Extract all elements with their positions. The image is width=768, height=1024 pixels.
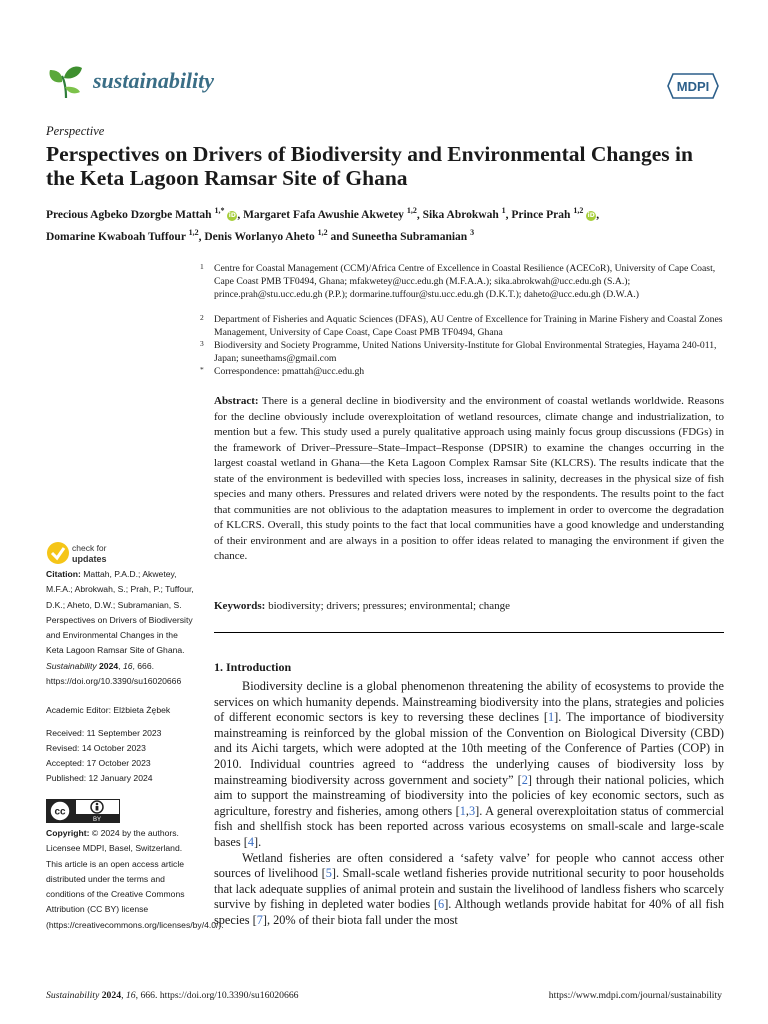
author-list: Precious Agbeko Dzorgbe Mattah $^{1,*}$ iD, Margaret Fafa Awushie Akwetey $^{1,2}$, Sika Abrokwah $^1$, Prince Prah $^{1,2}$ iD, Domarine Kwaboah Tuffour $^{1,2}$, Denis Worlanyo Aheto $^{1,2}$ and Suneetha Subramanian $^3$	[46, 206, 600, 243]
date-revised: Revised: 14 October 2023	[46, 743, 146, 753]
abstract: Abstract: There is a general decline in biodiversity and the environment of coastal wetlands worldwide. Reasons for the decline obviously include overexploitation of wetland resources, climate change and industrialization, to mention but a few. This study used a purely qualitative approach using mainly focus group discussions (FDGs) in the framework of Driver–Pressure–State–Impact–Response (DPSIR) to examine the changes occurring in the largest coastal wetland in Ghana—the Keta Lagoon Complex Ramsar Site (KLCRS). The results indicate that the state of the environment is bedevilled with species loss, increases in salinity, decreases in the physical size of fish species and many others. Pressures and related drivers were noted by the respondents. The results point to the fact that communities are not oblivious to the adaptation measures to implement in order to overcome the degradation of KLCRS. Overall, this study points to the fact that local communities have a good knowledge and understanding of their environment and are always in a position to offer ideas related to managing the environment if given the chance.	[214, 395, 724, 562]
footer-citation: Sustainability 2024, 16, 666. https://doi.org/10.3390/su16020666	[46, 990, 299, 1001]
section-divider	[214, 632, 724, 633]
affiliation-1: 1 Centre for Coastal Management (CCM)/Africa Centre of Excellence in Coastal Resilience (ACECoR), University of Cape Coast, Cape Coast PMB TF0494, Ghana; mfakwetey@ucc.edu.gh (M.F.A.A.); sika.abrokwah@ucc.edu.gh (S.A.); prince.prah@stu.ucc.edu.gh (P.P.); dormarine.tuffour@stu.ucc.edu.gh (D.K.T.); daheto@ucc.edu.gh (D.W.A.)	[200, 262, 716, 300]
cc-by-license-icon[interactable]	[46, 799, 120, 823]
section-heading: 1. Introduction	[214, 660, 292, 674]
journal-name: sustainability	[93, 68, 215, 93]
orcid-icon[interactable]: iD	[587, 211, 595, 219]
affiliation-3: 3 Biodiversity and Society Programme, United Nations University-Institute for Global Environmental Strategies, Hayama 240-011, Japan; suneethams@gmail.com	[200, 339, 717, 364]
keywords: Keywords: biodiversity; drivers; pressures; environmental; change	[214, 600, 511, 612]
check-for-updates-badge[interactable]	[46, 540, 120, 568]
citation-link[interactable]: 1	[459, 803, 466, 818]
affiliation-2: 2 Department of Fisheries and Aquatic Sciences (DFAS), AU Centre of Excellence for Training in Marine Fishery and Coastal Zones Management, University of Cape Coast, Cape Coast PMB TF0494, Ghana	[200, 313, 723, 338]
article-title: Perspectives on Drivers of Biodiversity and Environmental Changes in the Keta Lagoon Ramsar Site of Ghana	[46, 142, 693, 190]
citation-link[interactable]: 2	[521, 772, 528, 787]
copyright-block: Copyright: © 2024 by the authors. Licensee MDPI, Basel, Switzerland. This article is an open access article distributed under the terms and conditions of the Creative Commons Attribution (CC BY) license (https://creativecommons.org/licenses/by/4.0/).	[46, 828, 224, 930]
citation-link[interactable]: 4	[247, 834, 254, 849]
body-text	[214, 679, 724, 929]
citation-link[interactable]: 5	[325, 866, 332, 881]
citation-link[interactable]: 6	[438, 897, 445, 912]
date-received: Received: 11 September 2023	[46, 728, 162, 738]
mdpi-logo-text: MDPI	[676, 79, 710, 94]
academic-editor: Academic Editor: Elżbieta Żębek	[46, 705, 171, 715]
citation-block: Citation: Mattah, P.A.D.; Akwetey, M.F.A.; Abrokwah, S.; Prah, P.; Tuffour, D.K.; Aheto, D.W.; Subramanian, S. Perspectives on Drivers of Biodiversity and Environmental Changes in the Keta Lagoon Ramsar Site of Ghana. Sustainability 2024, 16, 666. https://doi.org/10.3390/su16020666	[46, 569, 194, 687]
svg-text:cc: cc	[54, 806, 66, 818]
mdpi-logo	[667, 73, 719, 99]
citation-link[interactable]: 7	[256, 912, 263, 927]
date-accepted: Accepted: 17 October 2023	[46, 758, 151, 768]
orcid-icon[interactable]: iD	[228, 211, 236, 219]
check-label-2: updates	[72, 554, 107, 564]
date-published: Published: 12 January 2024	[46, 773, 153, 783]
correspondence: * Correspondence: pmattah@ucc.edu.gh	[200, 365, 365, 377]
citation-link[interactable]: 3	[469, 803, 476, 818]
journal-logo-leaf-icon	[46, 62, 86, 102]
citation-link[interactable]: 1	[547, 710, 555, 725]
footer-journal-url[interactable]: https://www.mdpi.com/journal/sustainability	[548, 990, 722, 1001]
check-label-1: check for	[72, 543, 107, 553]
paragraph: Wetland fisheries are often considered a ‘safety valve’ for people who cannot access other sources of livelihood [5]. Small-scale wetland fisheries provide nutritional security to poor households that lack adequate supplies of animal protein and sustain the livelihood of landless fishers who scarcely survive by fishing in depleted water bodies [6]. Although wetlands provide habitat for 40% of all fish species [7], 20% of their biota fall under the most	[214, 850, 724, 927]
article-type: Perspective	[46, 124, 105, 138]
paragraph: Biodiversity decline is a global phenomenon threatening the ability of ecosystems to provide the services on which humanity depends. Mainstreaming biodiversity into the plans, strategies and policies of different economic sectors is key to reversing these declines [1]. The importance of biodiversity mainstreaming is reinforced by the global mission of the Convention on Biological Diversity (CBD) and its Aichi targets, which were adopted at the 10th meeting of the Conference of Parties (COP) in 2010. Individual countries agreed to “address the underlying causes of biodiversity loss by mainstreaming biodiversity across government and society” [2] through their national policies, which aim to support the mainstreaming of biodiversity into the policies of key economic sectors, such as agriculture, forestry and fisheries, among others [1,3]. A general overexploitation status of commercial fish and shellfish stock has been reported across various ecosystems on small-scale and large-scale bases [4].	[214, 679, 725, 849]
svg-text:BY: BY	[92, 817, 102, 823]
